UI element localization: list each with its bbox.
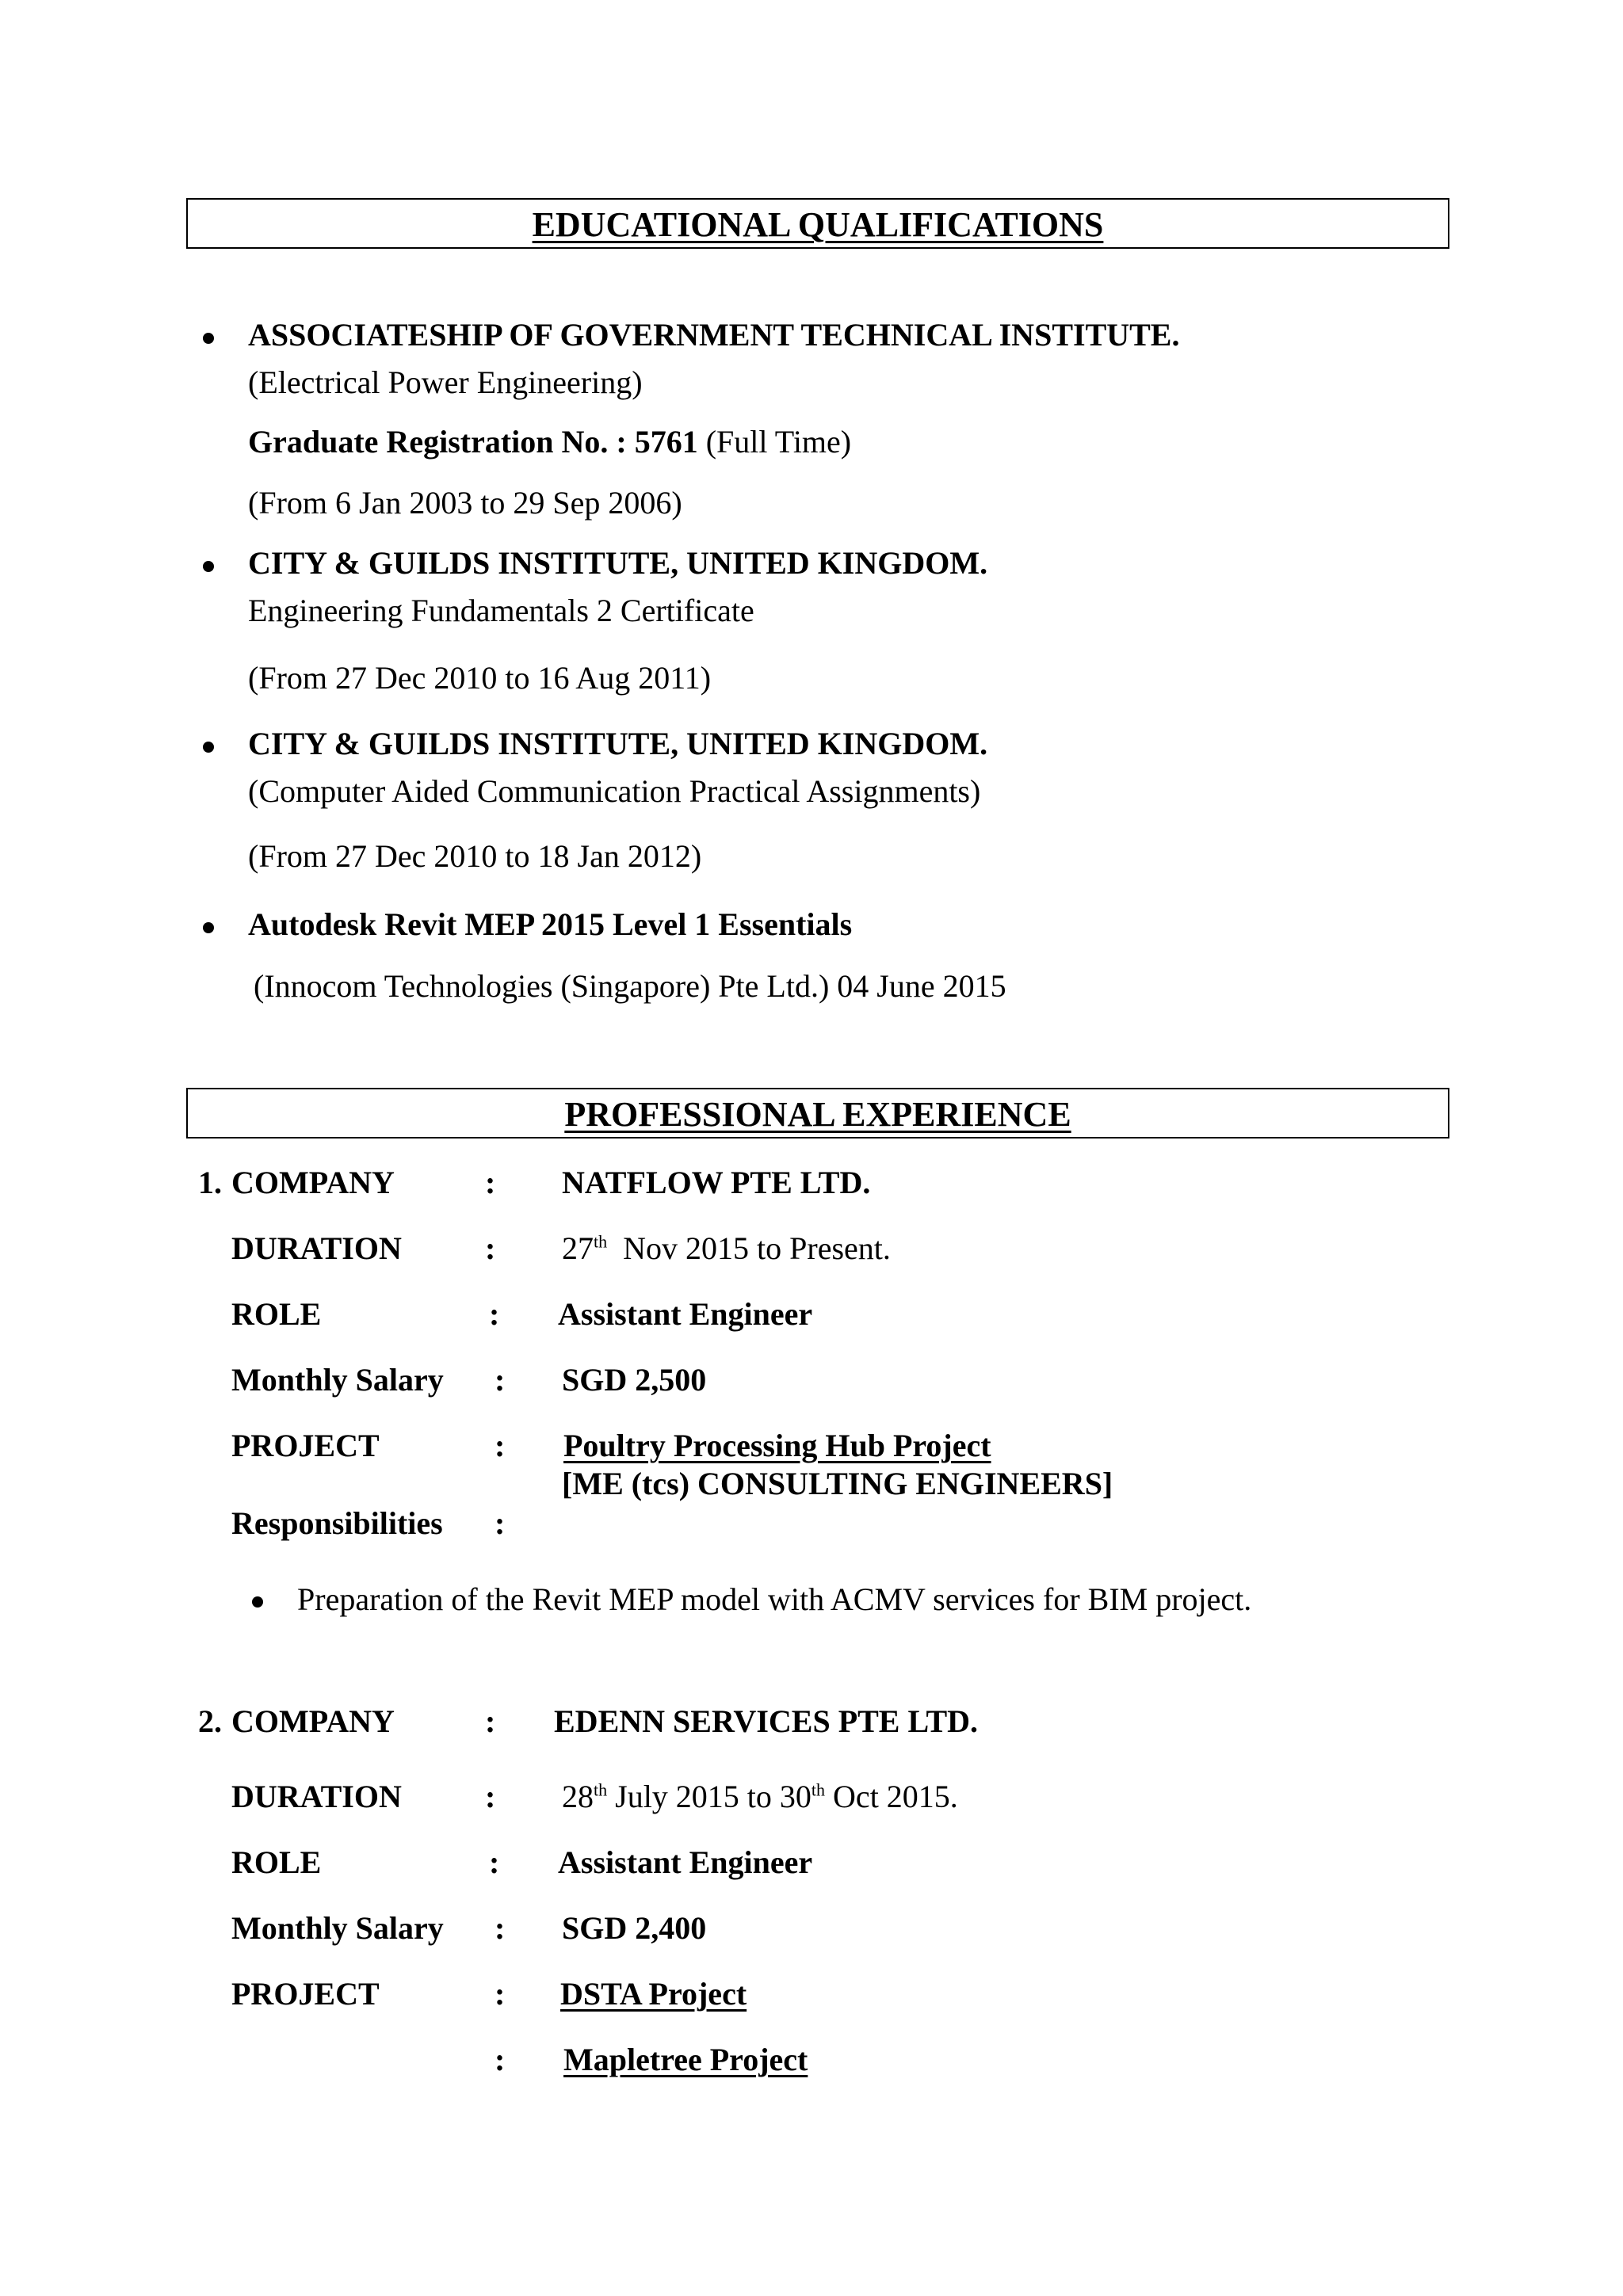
colon: : bbox=[495, 1910, 506, 1946]
education-item-subtitle: (Innocom Technologies (Singapore) Pte Ltd.) 04 June 2015 bbox=[254, 968, 1006, 1004]
experience-heading: PROFESSIONAL EXPERIENCE bbox=[564, 1095, 1071, 1134]
bullet-icon bbox=[252, 1596, 263, 1608]
project-label: PROJECT bbox=[231, 1976, 380, 2012]
colon: : bbox=[495, 1362, 506, 1398]
salary-value: SGD 2,400 bbox=[562, 1910, 707, 1946]
bullet-icon bbox=[203, 922, 214, 933]
education-heading: EDUCATIONAL QUALIFICATIONS bbox=[532, 205, 1104, 244]
duration-label: DURATION bbox=[231, 1230, 402, 1266]
duration-value bbox=[562, 1779, 958, 1815]
colon: : bbox=[495, 1976, 506, 2012]
education-item-subtitle: (Computer Aided Communication Practical Assignments) bbox=[248, 773, 981, 809]
duration-end-suffix: th bbox=[811, 1779, 826, 1800]
experience-heading-box bbox=[186, 1088, 1449, 1138]
duration-rest: Oct 2015. bbox=[825, 1779, 958, 1814]
role-value: Assistant Engineer bbox=[558, 1296, 813, 1332]
project-name: DSTA Project bbox=[560, 1976, 747, 2012]
salary-label: Monthly Salary bbox=[231, 1362, 444, 1398]
colon: : bbox=[495, 1428, 506, 1463]
education-item-subtitle: (Electrical Power Engineering) bbox=[248, 364, 643, 400]
duration-value bbox=[562, 1230, 891, 1267]
project-client: [ME (tcs) CONSULTING ENGINEERS] bbox=[562, 1466, 1113, 1501]
bullet-icon bbox=[203, 561, 214, 572]
responsibilities-label: Responsibilities bbox=[231, 1505, 443, 1541]
job-number: 2. bbox=[198, 1703, 222, 1739]
colon: : bbox=[489, 1844, 500, 1880]
education-item-registration bbox=[248, 424, 851, 460]
colon: : bbox=[485, 1779, 496, 1814]
company-name: NATFLOW PTE LTD. bbox=[562, 1165, 871, 1200]
education-item-title: CITY & GUILDS INSTITUTE, UNITED KINGDOM. bbox=[248, 545, 988, 581]
project-label: PROJECT bbox=[231, 1428, 380, 1463]
registration-mode: (Full Time) bbox=[697, 424, 852, 460]
project-name: Poultry Processing Hub Project bbox=[563, 1428, 991, 1463]
company-label: COMPANY bbox=[231, 1165, 395, 1200]
duration-mid: July 2015 to 30 bbox=[607, 1779, 812, 1814]
salary-value: SGD 2,500 bbox=[562, 1362, 707, 1398]
duration-day: 27 bbox=[562, 1230, 594, 1266]
colon: : bbox=[495, 2042, 506, 2077]
colon: : bbox=[485, 1230, 496, 1266]
colon: : bbox=[485, 1703, 496, 1739]
responsibility-item: Preparation of the Revit MEP model with ACMV services for BIM project. bbox=[297, 1581, 1252, 1617]
colon: : bbox=[495, 1505, 506, 1541]
education-item-title: ASSOCIATESHIP OF GOVERNMENT TECHNICAL INSTITUTE. bbox=[248, 317, 1180, 353]
colon: : bbox=[489, 1296, 500, 1332]
role-label: ROLE bbox=[231, 1296, 322, 1332]
job-number: 1. bbox=[198, 1165, 222, 1200]
bullet-icon bbox=[203, 742, 214, 753]
education-item-subtitle: Engineering Fundamentals 2 Certificate bbox=[248, 593, 754, 628]
salary-label: Monthly Salary bbox=[231, 1910, 444, 1946]
duration-label: DURATION bbox=[231, 1779, 402, 1814]
role-value: Assistant Engineer bbox=[558, 1844, 813, 1880]
project-name: Mapletree Project bbox=[563, 2042, 808, 2077]
registration-label: Graduate Registration No. : 5761 bbox=[248, 424, 698, 460]
company-label: COMPANY bbox=[231, 1703, 395, 1739]
duration-rest: Nov 2015 to Present. bbox=[607, 1230, 891, 1266]
company-name: EDENN SERVICES PTE LTD. bbox=[554, 1703, 979, 1739]
education-item-dates: (From 27 Dec 2010 to 18 Jan 2012) bbox=[248, 838, 702, 874]
bullet-icon bbox=[203, 333, 214, 344]
education-item-title: Autodesk Revit MEP 2015 Level 1 Essentials bbox=[248, 906, 853, 942]
duration-day-suffix: th bbox=[594, 1231, 608, 1252]
colon: : bbox=[485, 1165, 496, 1200]
education-item-title: CITY & GUILDS INSTITUTE, UNITED KINGDOM. bbox=[248, 726, 988, 761]
duration-day: 28 bbox=[562, 1779, 594, 1814]
role-label: ROLE bbox=[231, 1844, 322, 1880]
education-item-dates: (From 27 Dec 2010 to 16 Aug 2011) bbox=[248, 660, 712, 696]
education-item-dates: (From 6 Jan 2003 to 29 Sep 2006) bbox=[248, 485, 682, 521]
education-heading-box bbox=[186, 198, 1449, 249]
duration-day-suffix: th bbox=[594, 1779, 608, 1800]
